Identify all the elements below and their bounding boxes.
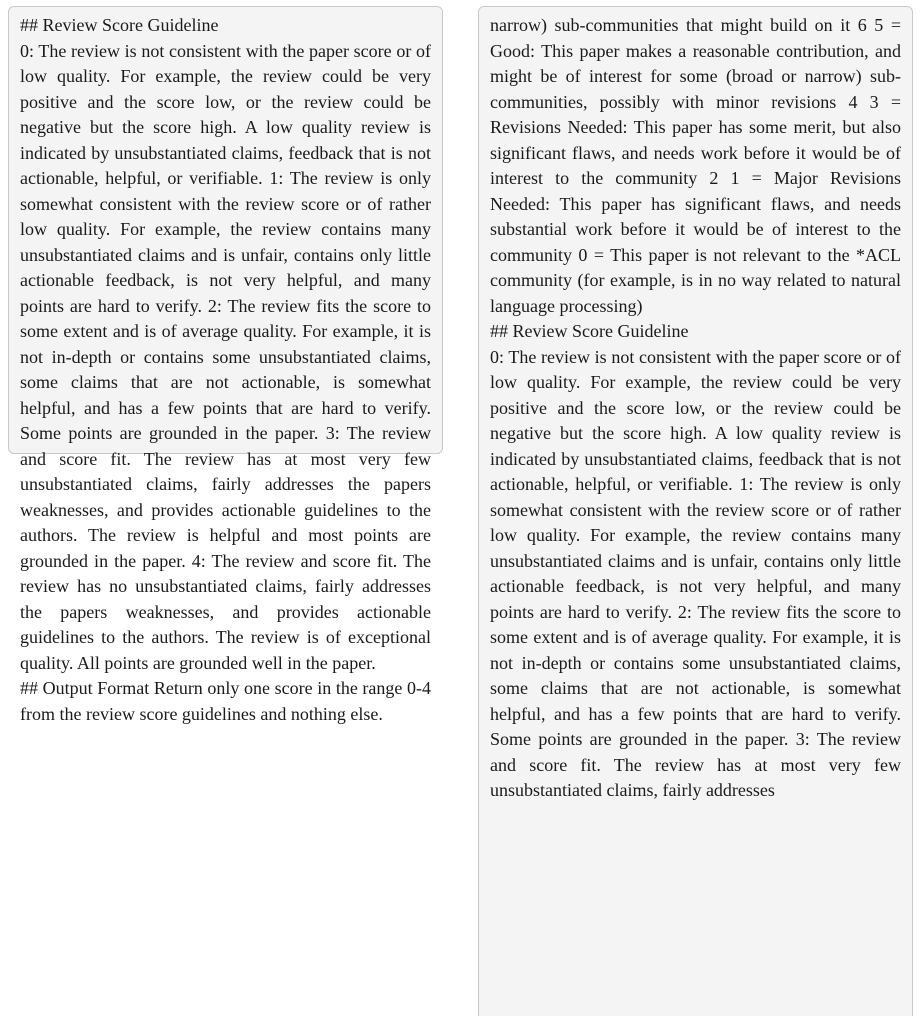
prompt-box-left — [8, 6, 443, 724]
paper-score-scale-text: narrow) sub-communities that might build on it 6 5 = Good: This paper makes a reasonable contribution, and might be of interest for some (broad or narrow) sub-communities, possibly with minor revisions 4 3 = Revisions Needed: This paper has some merit, but also significant flaws, and needs work before it would be of interest to the community 2 1 = Major Revisions Needed: This paper has significant flaws, and needs substantial work before it would be of interest to the community 0 = This paper is not relevant to the *ACL community (for example, is in no way related to natural language processing) — [490, 15, 901, 316]
section-heading-review-score-guideline: ## Review Score Guideline — [20, 15, 219, 35]
section-heading-review-score-guideline: ## Review Score Guideline — [490, 321, 689, 341]
review-score-guideline-text: 0: The review is not consistent with the paper score or of low quality. For example, the review could be very positive and the score low, or the review could be negative but the score high. A low quality review is indicated by unsubstantiated claims, feedback that is not actionable, helpful, or verifiable. 1: The review is only somewhat consistent with the review score or of rather low quality. For example, the review contains many unsubstantiated claims and is unfair, contains only little actionable feedback, is not very helpful, and many points are hard to verify. 2: The review fits the score to some extent and is of average quality. For example, it is not in-depth or contains some unsubstantiated claims, some claims that are not actionable, is somewhat helpful, and has a few points that are hard to verify. Some points are grounded in the paper. 3: The review and score fit. The review has at most very few unsubstantiated claims, fairly addresses the papers weaknesses, and provides actionable guidelines to the authors. The review is helpful and most points are grounded in the paper. 4: The review and score fit. The review has no unsubstantiated claims, fairly addresses the papers weaknesses, and provides actionable guidelines to the authors. The review is of exceptional quality. All points are grounded well in the paper. — [20, 40, 431, 673]
prompt-box-right — [478, 6, 913, 1016]
review-score-guideline-text: 0: The review is not consistent with the paper score or of low quality. For example, the review could be very positive and the score low, or the review could be negative but the score high. A low quality review is indicated by unsubstantiated claims, feedback that is not actionable, helpful, or verifiable. 1: The review is only somewhat consistent with the review score or of rather low quality. For example, the review contains many unsubstantiated claims and is unfair, contains only little actionable feedback, is not very helpful, and many points are hard to verify. 2: The review fits the score to some extent and is of average quality. For example, it is not in-depth or contains some unsubstantiated claims, some claims that are not actionable, is somewhat helpful, and has a few points that are hard to verify. Some points are grounded in the paper. 3: The review and score fit. The review has at most very few unsubstantiated claims, fairly addresses — [490, 346, 901, 800]
output-format-text: ## Output Format Return only one score in the range 0-4 from the review score guidelines and nothing else. — [20, 678, 431, 724]
